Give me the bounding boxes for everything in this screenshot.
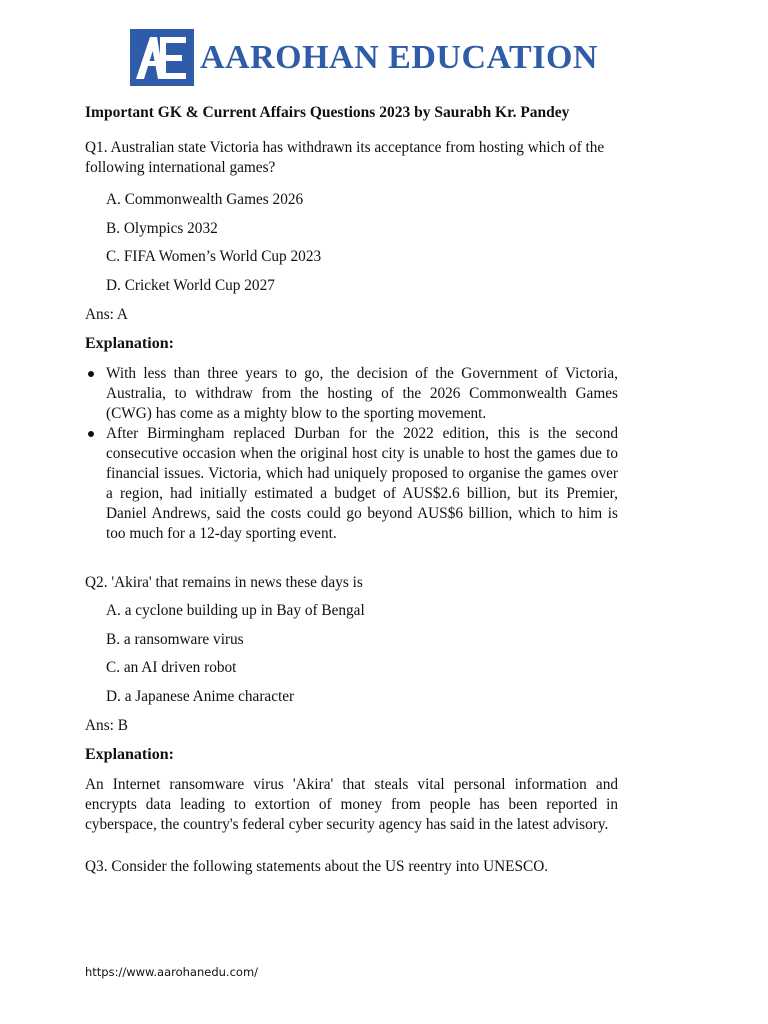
answer-1: Ans: A (85, 306, 128, 323)
question-1-options (85, 186, 618, 300)
question-1: Q1. Australian state Victoria has withdrawn its acceptance from hosting which of the following international games? (85, 139, 605, 176)
document-body (85, 138, 618, 877)
bullet-item: With less than three years to go, the decision of the Government of Victoria, Australia, to withdraw from the hosting of the 2026 Commonwealth Games (CWG) has come as a mighty blow to the sporting movement. (85, 364, 618, 424)
ae-logo-icon (130, 29, 194, 86)
explanation-1-heading: Explanation: (85, 335, 174, 352)
question-2: Q2. 'Akira' that remains in news these days is (85, 574, 363, 591)
option-item: C. an AI driven robot (106, 659, 237, 676)
document-title: Important GK & Current Affairs Questions 2023 by Saurabh Kr. Pandey (85, 104, 570, 121)
option-item: B. Olympics 2032 (106, 219, 218, 237)
option-item: B. a ransomware virus (106, 630, 244, 648)
header (130, 28, 598, 86)
option-item: A. a cyclone building up in Bay of Bengal (106, 602, 365, 619)
answer-2: Ans: B (85, 717, 128, 734)
question-3: Q3. Consider the following statements about the US reentry into UNESCO. (85, 858, 549, 875)
explanation-2-heading: Explanation: (85, 746, 174, 763)
explanation-1-bullets (85, 364, 618, 544)
footer-url[interactable]: https://www.aarohanedu.com/ (85, 965, 259, 979)
brand-logo (130, 29, 194, 86)
option-item: D. Cricket World Cup 2027 (106, 276, 275, 294)
option-item: A. Commonwealth Games 2026 (106, 191, 304, 208)
question-2-options (85, 597, 618, 711)
brand-name: AAROHAN EDUCATION (200, 38, 598, 76)
explanation-2-text: An Internet ransomware virus 'Akira' that steals vital personal information and encrypts data leading to extortion of money from people has been reported in cyberspace, the country's federal cyber security agency has said in the latest advisory. (85, 776, 618, 833)
option-item: D. a Japanese Anime character (106, 687, 295, 705)
option-item: C. FIFA Women’s World Cup 2023 (106, 248, 322, 265)
bullet-item: After Birmingham replaced Durban for the 2022 edition, this is the second consecutive occasion when the original host city is unable to host the games due to financial issues. Victoria, which had uniquely proposed to organise the games over a region, had initially estimated a budget of AUS$2.6 billion, but its Premier, Daniel Andrews, said the costs could go beyond AUS$6 billion, which to him is too much for a 12-day sporting event. (85, 424, 618, 544)
